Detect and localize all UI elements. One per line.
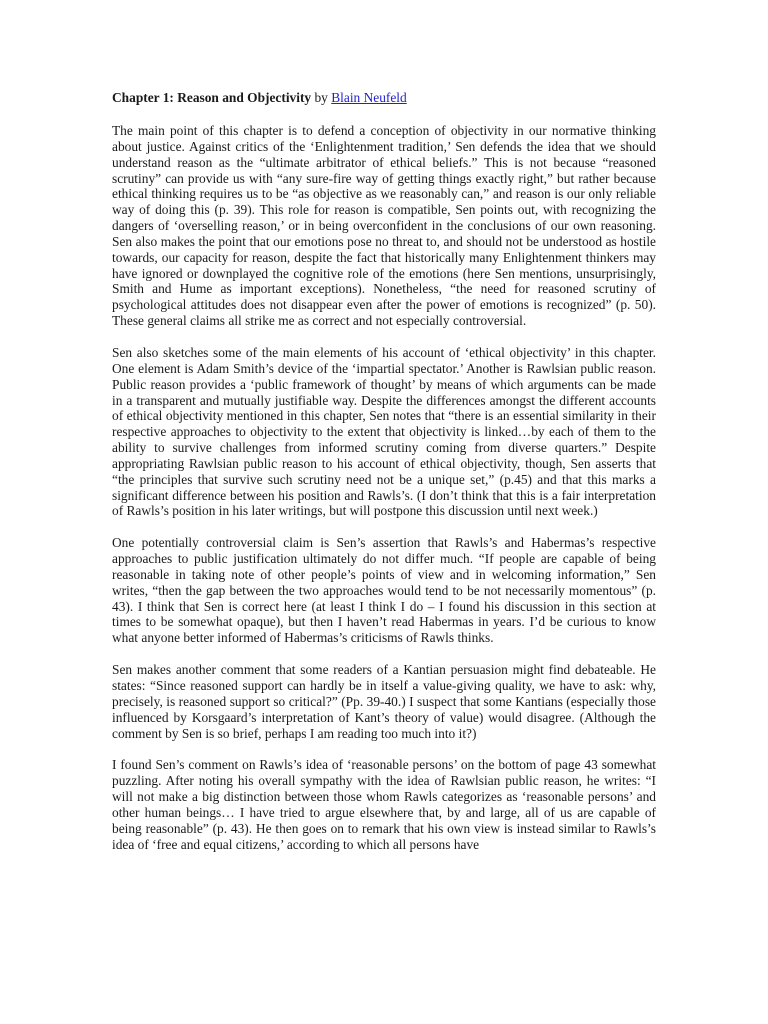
chapter-title: Chapter 1: Reason and Objectivity: [112, 90, 312, 105]
by-text: by: [314, 90, 328, 105]
paragraph-1: The main point of this chapter is to defend a conception of objectivity in our normative thinking about justice. Against critics of the ‘Enlightenment tradition,’ Sen defends the idea that we should understand reason as the “ultimate arbitrator of ethical beliefs.” This is not because “reasoned scrutiny” can provide us with “any sure-fire way of getting things exactly right,” but rather because ethical thinking requires us to be “as objective as we reasonably can,” and reason is our only reliable way of doing this (p. 39). This role for reason is compatible, Sen points out, with recognizing the dangers of ‘overselling reason,’ or in being overconfident in the conclusions of our own reasoning. Sen also makes the point that our emotions pose no threat to, and should not be understood as hostile towards, our capacity for reason, despite the fact that historically many Enlightenment thinkers may have ignored or downplayed the cognitive role of the emotions (here Sen mentions, unsurprisingly, Smith and Hume as important exceptions). Nonetheless, “the need for reasoned scrutiny of psychological attitudes does not disappear even after the power of emotions is recognized” (p. 50). These general claims all strike me as correct and not especially controversial.: [112, 123, 656, 329]
paragraph-3: One potentially controversial claim is Sen’s assertion that Rawls’s and Habermas’s respective approaches to public justification ultimately do not differ much. “If people are capable of being reasonable in taking note of other people’s points of view and in welcoming information,” Sen writes, “then the gap between the two approaches would tend to be not necessarily momentous” (p. 43). I think that Sen is correct here (at least I think I do – I found his discussion in this section at times to be somewhat opaque), but then I haven’t read Habermas in years. I’d be curious to know what anyone better informed of Habermas’s criticisms of Rawls thinks.: [112, 535, 656, 646]
document-page: [112, 90, 656, 868]
author-link[interactable]: Blain Neufeld: [331, 90, 407, 105]
paragraph-2: Sen also sketches some of the main elements of his account of ‘ethical objectivity’ in this chapter. One element is Adam Smith’s device of the ‘impartial spectator.’ Another is Rawlsian public reason. Public reason provides a ‘public framework of thought’ by means of which arguments can be made in a transparent and mutually justifiable way. Despite the differences amongst the different accounts of ethical objectivity mentioned in this chapter, Sen notes that “there is an essential similarity in their respective approaches to objectivity to the extent that objectivity is linked…by each of them to the ability to survive challenges from informed scrutiny coming from diverse quarters.” Despite appropriating Rawlsian public reason to his account of ethical objectivity, though, Sen asserts that “the principles that survive such scrutiny need not be a unique set,” (p.45) and that this marks a significant difference between his position and Rawls’s. (I don’t think that this is a fair interpretation of Rawls’s position in his later writings, but will postpone this discussion until next week.): [112, 344, 656, 519]
paragraph-5: I found Sen’s comment on Rawls’s idea of ‘reasonable persons’ on the bottom of page 43 somewhat puzzling. After noting his overall sympathy with the idea of Rawlsian public reason, he writes: “I will not make a big distinction between those whom Rawls categorizes as ‘reasonable persons’ and other human beings… I have tried to argue elsewhere that, by and large, all of us are capable of being reasonable” (p. 43). He then goes on to remark that his own view is instead similar to Rawls’s idea of ‘free and equal citizens,’ according to which all persons have: [112, 757, 656, 852]
paragraph-4: Sen makes another comment that some readers of a Kantian persuasion might find debateable. He states: “Since reasoned support can hardly be in itself a value-giving quality, we have to ask: why, precisely, is reasoned support so critical?” (Pp. 39-40.) I suspect that some Kantians (especially those influenced by Korsgaard’s interpretation of Kant’s theory of value) would disagree. (Although the comment by Sen is so brief, perhaps I am reading too much into it?): [112, 662, 656, 741]
chapter-heading: [112, 90, 656, 106]
